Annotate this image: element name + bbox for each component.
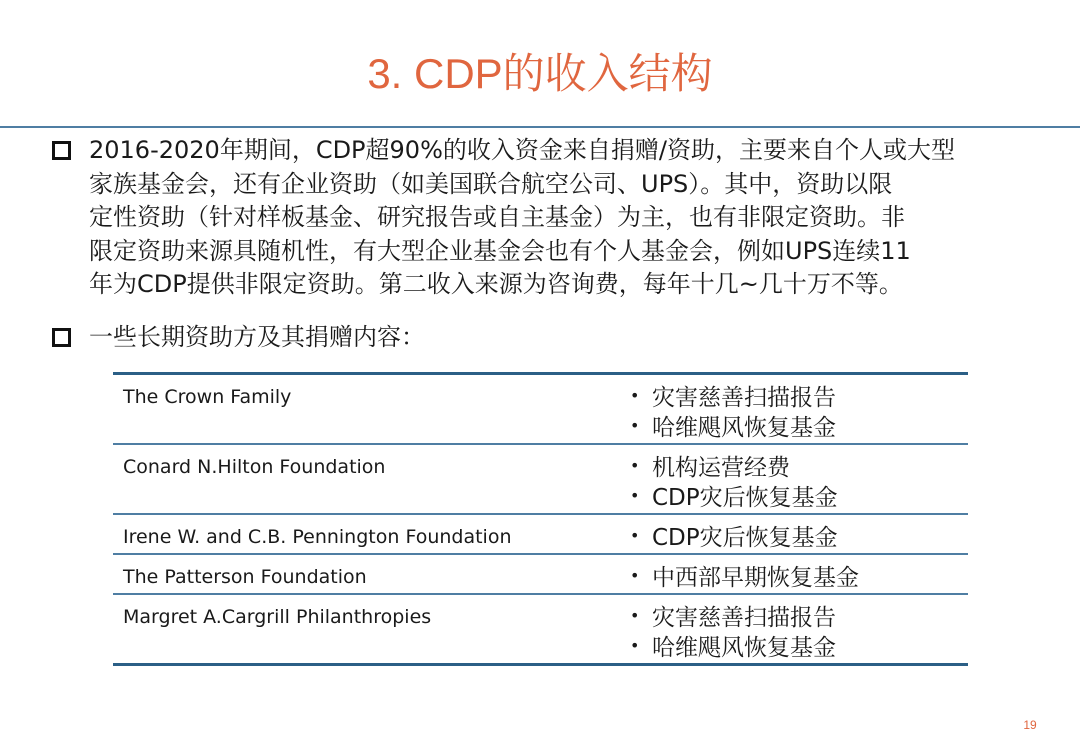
funder-name: Margret A.Cargrill Philanthropies: [123, 606, 432, 628]
donation-content: 哈维飓风恢复基金: [652, 414, 836, 441]
square-bullet-icon: [52, 328, 71, 347]
donation-content: 灾害慈善扫描报告: [652, 384, 836, 411]
square-bullet-icon: [52, 141, 71, 160]
donation-content: 机构运营经费: [652, 454, 790, 481]
bullet-line: 家族基金会，还有企业资助（如美国联合航空公司、UPS）。其中，资助以限: [89, 169, 893, 198]
donation-list: [618, 445, 968, 513]
slide-title: 3. CDP的收入结构: [367, 50, 713, 97]
list-item: [618, 520, 968, 550]
list-item: [618, 560, 968, 590]
bullet-line: 限定资助来源具随机性，有大型企业基金会也有个人基金会，例如UPS连续11: [89, 236, 911, 265]
donation-list: [618, 555, 968, 593]
bullet-text: [89, 321, 1049, 355]
donation-content: CDP灾后恢复基金: [652, 524, 838, 551]
bullet-dot-icon: •: [630, 525, 640, 545]
funder-name: Irene W. and C.B. Pennington Foundation: [123, 526, 512, 548]
list-item: [618, 630, 968, 660]
bullet-dot-icon: •: [630, 635, 640, 655]
donation-list: [618, 595, 968, 663]
funder-name: Conard N.Hilton Foundation: [123, 456, 386, 478]
bullet-dot-icon: •: [630, 565, 640, 585]
bullet-line: 2016-2020年期间，CDP超90%的收入资金来自捐赠/资助，主要来自个人或大型: [89, 136, 955, 164]
table-row: [113, 375, 968, 443]
bullet-dot-icon: •: [630, 605, 640, 625]
bullet-dot-icon: •: [630, 455, 640, 475]
table-row: [113, 553, 968, 593]
funders-table: [113, 372, 968, 666]
table-row: [113, 513, 968, 553]
donation-content: 哈维飓风恢复基金: [652, 634, 836, 661]
donation-content: 灾害慈善扫描报告: [652, 604, 836, 631]
bullet-dot-icon: •: [630, 415, 640, 435]
donation-content: CDP灾后恢复基金: [652, 484, 838, 511]
table-row: [113, 443, 968, 513]
list-item: [618, 410, 968, 440]
bullet-dot-icon: •: [630, 485, 640, 505]
bullet-text: [89, 134, 1049, 302]
bullet-line: 定性资助（针对样板基金、研究报告或自主基金）为主，也有非限定资助。非: [89, 203, 905, 231]
funder-name: The Patterson Foundation: [123, 566, 367, 588]
table-row: [113, 593, 968, 663]
bullet-line: 年为CDP提供非限定资助。第二收入来源为咨询费，每年十几~几十万不等。: [89, 270, 903, 298]
bullet-line: 一些长期资助方及其捐赠内容：: [89, 323, 425, 351]
list-item: [618, 380, 968, 410]
list-item: [618, 600, 968, 630]
bullet-income-sources: [52, 134, 1042, 304]
list-item: [618, 450, 968, 480]
list-item: [618, 480, 968, 510]
page-number: 19: [1023, 718, 1037, 732]
bullet-funders-intro: [52, 321, 1042, 355]
donation-content: 中西部早期恢复基金: [652, 564, 859, 591]
donation-list: [618, 375, 968, 443]
donation-list: [618, 515, 968, 553]
title-divider: [0, 126, 1080, 128]
funder-name: The Crown Family: [123, 386, 292, 408]
bullet-dot-icon: •: [630, 385, 640, 405]
